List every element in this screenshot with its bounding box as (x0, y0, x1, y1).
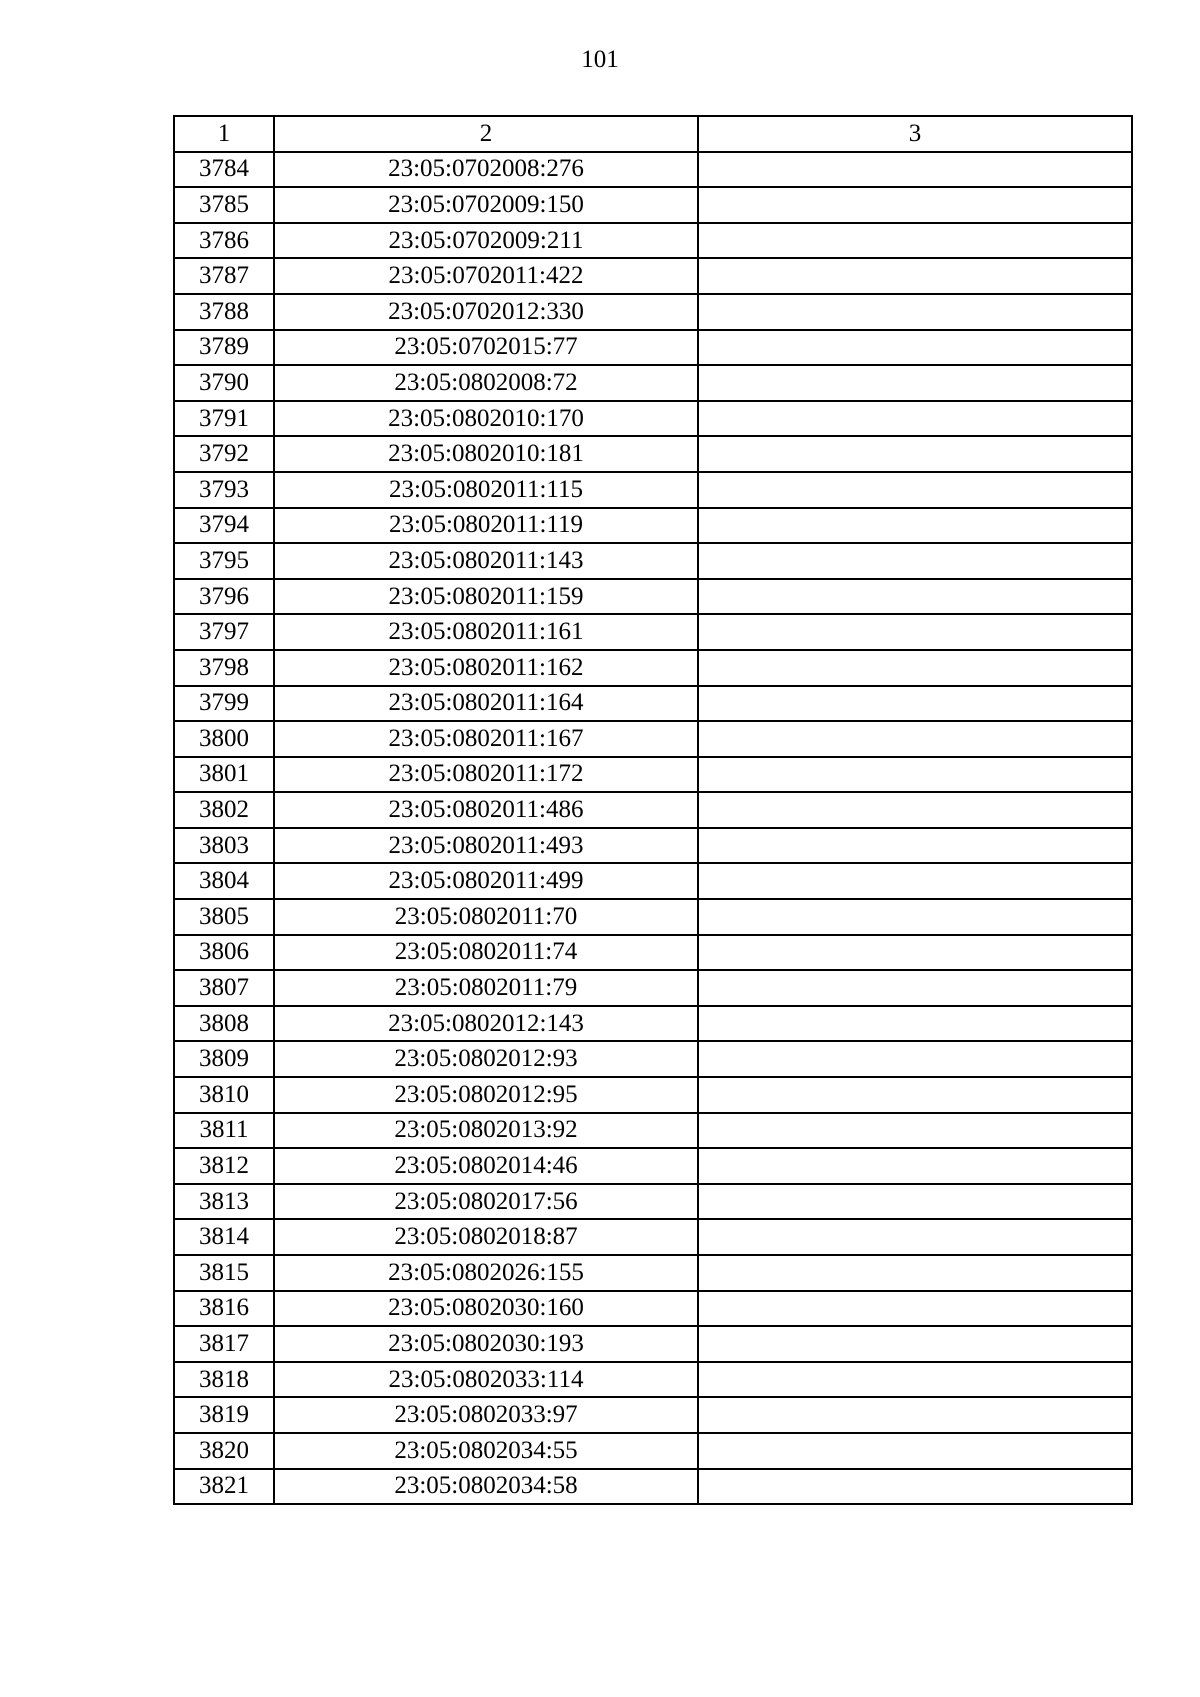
row-number-cell: 3812 (174, 1148, 274, 1184)
note-cell (698, 863, 1132, 899)
note-cell (698, 223, 1132, 259)
note-cell (698, 1184, 1132, 1220)
row-number-cell: 3807 (174, 970, 274, 1006)
cadastral-number-cell: 23:05:0802030:193 (274, 1326, 698, 1362)
table-row (174, 650, 1132, 686)
table-row (174, 187, 1132, 223)
note-cell (698, 614, 1132, 650)
cadastral-number-cell: 23:05:0802011:172 (274, 757, 698, 793)
row-number-cell: 3792 (174, 436, 274, 472)
note-cell (698, 970, 1132, 1006)
note-cell (698, 1255, 1132, 1291)
note-cell (698, 579, 1132, 615)
row-number-cell: 3810 (174, 1077, 274, 1113)
table-row (174, 330, 1132, 366)
note-cell (698, 258, 1132, 294)
cadastral-number-cell: 23:05:0702011:422 (274, 258, 698, 294)
note-cell (698, 401, 1132, 437)
cadastral-number-cell: 23:05:0802017:56 (274, 1184, 698, 1220)
note-cell (698, 1326, 1132, 1362)
cadastral-number-cell: 23:05:0802011:70 (274, 899, 698, 935)
note-cell (698, 828, 1132, 864)
cadastral-number-cell: 23:05:0702008:276 (274, 152, 698, 188)
cadastral-number-cell: 23:05:0802018:87 (274, 1219, 698, 1255)
note-cell (698, 543, 1132, 579)
note-cell (698, 1469, 1132, 1505)
table-row (174, 401, 1132, 437)
table-row (174, 1326, 1132, 1362)
table-row (174, 1291, 1132, 1327)
note-cell (698, 935, 1132, 971)
note-cell (698, 686, 1132, 722)
row-number-cell: 3795 (174, 543, 274, 579)
note-cell (698, 1433, 1132, 1469)
table-row (174, 1397, 1132, 1433)
row-number-cell: 3786 (174, 223, 274, 259)
row-number-cell: 3801 (174, 757, 274, 793)
note-cell (698, 1219, 1132, 1255)
table-row (174, 1469, 1132, 1505)
table-row (174, 614, 1132, 650)
table-row (174, 935, 1132, 971)
note-cell (698, 1397, 1132, 1433)
row-number-cell: 3798 (174, 650, 274, 686)
row-number-cell: 3821 (174, 1469, 274, 1505)
table-row (174, 1077, 1132, 1113)
cadastral-number-cell: 23:05:0802012:143 (274, 1006, 698, 1042)
table-row (174, 258, 1132, 294)
cadastral-number-cell: 23:05:0802011:164 (274, 686, 698, 722)
note-cell (698, 187, 1132, 223)
note-cell (698, 472, 1132, 508)
cadastral-number-cell: 23:05:0802033:97 (274, 1397, 698, 1433)
row-number-cell: 3809 (174, 1041, 274, 1077)
table-row (174, 1113, 1132, 1149)
row-number-cell: 3802 (174, 792, 274, 828)
page-number: 101 (581, 46, 619, 73)
table-row (174, 294, 1132, 330)
cadastral-number-cell: 23:05:0802011:159 (274, 579, 698, 615)
row-number-cell: 3819 (174, 1397, 274, 1433)
note-cell (698, 1362, 1132, 1398)
row-number-cell: 3796 (174, 579, 274, 615)
cadastral-number-cell: 23:05:0802011:162 (274, 650, 698, 686)
cadastral-number-cell: 23:05:0702012:330 (274, 294, 698, 330)
cadastral-number-cell: 23:05:0802012:95 (274, 1077, 698, 1113)
cadastral-number-cell: 23:05:0802010:170 (274, 401, 698, 437)
row-number-cell: 3811 (174, 1113, 274, 1149)
cadastral-number-cell: 23:05:0802030:160 (274, 1291, 698, 1327)
table-row (174, 899, 1132, 935)
cadastral-number-cell: 23:05:0802011:143 (274, 543, 698, 579)
note-cell (698, 294, 1132, 330)
row-number-cell: 3808 (174, 1006, 274, 1042)
cadastral-number-cell: 23:05:0802011:119 (274, 508, 698, 544)
cadastral-number-cell: 23:05:0802011:493 (274, 828, 698, 864)
row-number-cell: 3804 (174, 863, 274, 899)
table-row (174, 579, 1132, 615)
cadastral-number-cell: 23:05:0802011:74 (274, 935, 698, 971)
row-number-cell: 3818 (174, 1362, 274, 1398)
table-body (174, 152, 1132, 1505)
row-number-cell: 3799 (174, 686, 274, 722)
table-row (174, 472, 1132, 508)
row-number-cell: 3784 (174, 152, 274, 188)
row-number-cell: 3797 (174, 614, 274, 650)
table-row (174, 1041, 1132, 1077)
row-number-cell: 3791 (174, 401, 274, 437)
table-row (174, 543, 1132, 579)
table-row (174, 1219, 1132, 1255)
row-number-cell: 3805 (174, 899, 274, 935)
cadastral-number-cell: 23:05:0802011:486 (274, 792, 698, 828)
row-number-cell: 3814 (174, 1219, 274, 1255)
cadastral-number-cell: 23:05:0802011:167 (274, 721, 698, 757)
table-row (174, 1006, 1132, 1042)
note-cell (698, 650, 1132, 686)
cadastral-number-cell: 23:05:0802014:46 (274, 1148, 698, 1184)
row-number-cell: 3793 (174, 472, 274, 508)
table-row (174, 1184, 1132, 1220)
column-header-1: 1 (174, 116, 274, 152)
row-number-cell: 3816 (174, 1291, 274, 1327)
note-cell (698, 721, 1132, 757)
table-row (174, 721, 1132, 757)
cadastral-number-cell: 23:05:0802034:58 (274, 1469, 698, 1505)
table-row (174, 828, 1132, 864)
cadastral-number-cell: 23:05:0802008:72 (274, 365, 698, 401)
cadastral-number-cell: 23:05:0802026:155 (274, 1255, 698, 1291)
cadastral-number-cell: 23:05:0802011:161 (274, 614, 698, 650)
table-row (174, 686, 1132, 722)
note-cell (698, 1041, 1132, 1077)
cadastral-number-cell: 23:05:0802013:92 (274, 1113, 698, 1149)
table-row (174, 365, 1132, 401)
note-cell (698, 757, 1132, 793)
row-number-cell: 3790 (174, 365, 274, 401)
table-row (174, 1362, 1132, 1398)
cadastral-number-cell: 23:05:0702009:211 (274, 223, 698, 259)
table-row (174, 970, 1132, 1006)
note-cell (698, 899, 1132, 935)
note-cell (698, 1077, 1132, 1113)
cadastral-number-cell: 23:05:0802033:114 (274, 1362, 698, 1398)
note-cell (698, 792, 1132, 828)
row-number-cell: 3815 (174, 1255, 274, 1291)
note-cell (698, 1148, 1132, 1184)
row-number-cell: 3806 (174, 935, 274, 971)
cadastral-number-cell: 23:05:0702009:150 (274, 187, 698, 223)
cadastral-number-cell: 23:05:0802010:181 (274, 436, 698, 472)
row-number-cell: 3794 (174, 508, 274, 544)
cadastral-number-cell: 23:05:0802034:55 (274, 1433, 698, 1469)
note-cell (698, 1113, 1132, 1149)
table-row (174, 436, 1132, 472)
row-number-cell: 3803 (174, 828, 274, 864)
note-cell (698, 152, 1132, 188)
table-row (174, 863, 1132, 899)
note-cell (698, 330, 1132, 366)
row-number-cell: 3785 (174, 187, 274, 223)
row-number-cell: 3788 (174, 294, 274, 330)
row-number-cell: 3817 (174, 1326, 274, 1362)
row-number-cell: 3787 (174, 258, 274, 294)
table-row (174, 757, 1132, 793)
table-row (174, 1148, 1132, 1184)
cadastral-number-cell: 23:05:0802012:93 (274, 1041, 698, 1077)
cadastral-number-cell: 23:05:0802011:115 (274, 472, 698, 508)
table-row (174, 792, 1132, 828)
header-row (174, 116, 1132, 152)
table-row (174, 223, 1132, 259)
cadastral-number-cell: 23:05:0802011:499 (274, 863, 698, 899)
note-cell (698, 365, 1132, 401)
row-number-cell: 3813 (174, 1184, 274, 1220)
note-cell (698, 1006, 1132, 1042)
column-header-3: 3 (698, 116, 1132, 152)
table-row (174, 1255, 1132, 1291)
row-number-cell: 3800 (174, 721, 274, 757)
table-row (174, 152, 1132, 188)
cadastral-number-cell: 23:05:0802011:79 (274, 970, 698, 1006)
note-cell (698, 508, 1132, 544)
data-table (173, 115, 1133, 1505)
row-number-cell: 3820 (174, 1433, 274, 1469)
column-header-2: 2 (274, 116, 698, 152)
row-number-cell: 3789 (174, 330, 274, 366)
note-cell (698, 436, 1132, 472)
table-row (174, 1433, 1132, 1469)
table-row (174, 508, 1132, 544)
note-cell (698, 1291, 1132, 1327)
cadastral-number-cell: 23:05:0702015:77 (274, 330, 698, 366)
